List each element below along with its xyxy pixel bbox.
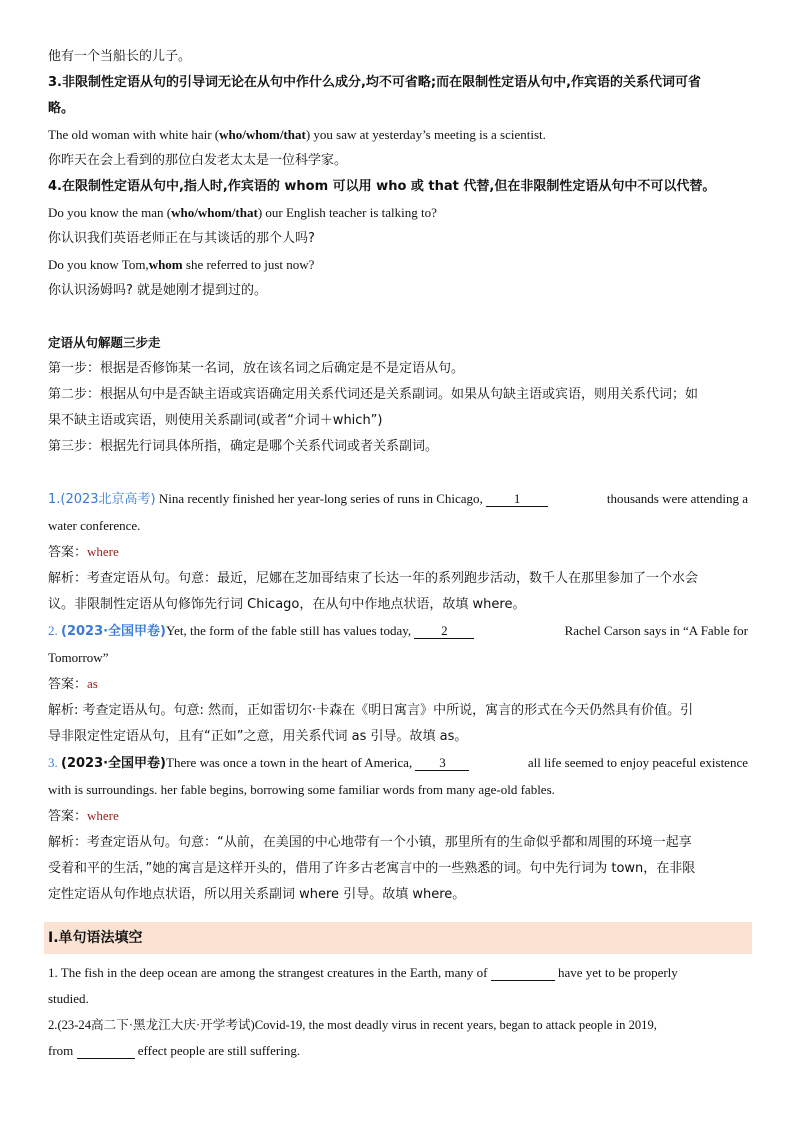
answer-value: where (87, 544, 119, 559)
example-sentence (48, 122, 748, 148)
answer-blank: 3 (415, 756, 469, 771)
rule-3: 3.非限制性定语从句的引导词无论在从句中作什么成分,均不可省略;而在限制性定语从句中,作宾语的关系代词可省 (48, 75, 702, 90)
sentence-text: The old woman with white hair ( (48, 127, 220, 142)
analysis-2: 解析: 考查定语从句。句意: 然而，正如雷切尔·卡森在《明日寓言》中所说，寓言的形式在今天仍然具有价值。引 (48, 703, 694, 718)
rule-3-cont: 略。 (48, 101, 75, 116)
document-page (48, 44, 748, 1064)
step-2-cont: 果不缺主语或宾语，则使用关系副词(或者“介词＋which”) (48, 413, 383, 428)
question-text: Yet, the form of the fable still has values today, (166, 623, 415, 638)
answer-label: 答案： (48, 545, 88, 560)
exercise-text: have yet to be properly (554, 965, 678, 980)
example-sentence (48, 252, 748, 278)
sentence-text: ) our English teacher is talking to? (257, 205, 437, 220)
sentence-text: she referred to just now? (182, 257, 315, 272)
example-translation: 你认识我们英语老师正在与其谈话的那个人吗? (48, 231, 315, 246)
relative-pronoun: whom (148, 257, 183, 272)
question-1 (48, 486, 748, 513)
step-3: 第三步：根据先行词具体所指，确定是哪个关系代词或者关系副词。 (48, 439, 439, 454)
answer-1 (48, 539, 748, 566)
analysis-2-cont: 导非限定性定语从句，且有“正如”之意，用关系代词 as 引导。故填 as。 (48, 729, 468, 744)
answer-value: where (87, 808, 119, 823)
question-source: 1.(2023北京高考) (48, 492, 156, 507)
question-text: Nina recently finished her year-long series of runs in Chicago, (155, 491, 487, 506)
spacer (48, 304, 748, 330)
example-sentence (48, 200, 748, 226)
question-1-cont: water conference. (48, 518, 141, 533)
question-source: (2023·全国甲卷) (61, 756, 167, 771)
intro-line: 他有一个当船长的儿子。 (48, 49, 192, 64)
exercise-1 (48, 960, 748, 986)
exercise-1-cont: studied. (48, 991, 89, 1006)
exercise-2-cont (48, 1038, 748, 1064)
spacer (48, 460, 748, 486)
exercise-blank[interactable] (77, 1044, 135, 1059)
answer-3 (48, 803, 748, 830)
section-heading: I.单句语法填空 (44, 922, 752, 954)
question-2-cont: Tomorrow” (48, 650, 109, 665)
answer-label: 答案： (48, 677, 88, 692)
question-3 (48, 750, 748, 777)
sentence-text: Do you know the man ( (48, 205, 172, 220)
sentence-text: Do you know Tom, (48, 257, 149, 272)
answer-blank: 2 (414, 624, 474, 639)
exercise-2: 2.(23-24高二下·黑龙江大庆·开学考试)Covid-19, the most deadly virus in recent years, began to attack people in 2019, (48, 1018, 657, 1032)
analysis-text: 解析：考查定语从句。句意：最近，尼娜在芝加哥结束了长达一年的系列跑步活动，数千人在那里参加了一个水会 (48, 571, 699, 586)
steps-title: 定语从句解题三步走 (48, 335, 161, 350)
question-source: (2023·全国甲卷) (61, 624, 167, 639)
question-text: thousands were attending a (606, 491, 748, 506)
question-number: 2. (48, 623, 61, 638)
question-text: all life seemed to enjoy peaceful existence (527, 755, 748, 770)
exercise-blank[interactable] (491, 966, 555, 981)
relative-pronoun: who/whom/that (219, 127, 306, 142)
example-translation: 你认识汤姆吗? 就是她刚才提到过的。 (48, 283, 268, 298)
analysis-3-cont: 受着和平的生活，”她的寓言是这样开头的，借用了许多古老寓言中的一些熟悉的词。句中先行词为 town，在非限 (48, 861, 696, 876)
question-number: 3. (48, 755, 61, 770)
sentence-text: ) you saw at yesterday’s meeting is a scientist. (305, 127, 546, 142)
step-2: 第二步：根据从句中是否缺主语或宾语确定用关系代词还是关系副词。如果从句缺主语或宾语，则用关系代词；如 (48, 387, 699, 402)
relative-pronoun: who/whom/that (171, 205, 258, 220)
question-2 (48, 618, 748, 645)
exercise-text: effect people are still suffering. (134, 1043, 301, 1058)
question-3-cont: with is surroundings. her fable begins, borrowing some familiar words from many age-old fables. (48, 782, 555, 797)
step-1: 第一步：根据是否修饰某一名词，放在该名词之后确定是不是定语从句。 (48, 361, 465, 376)
rule-4: 4.在限制性定语从句中,指人时,作宾语的 whom 可以用 who 或 that 代替,但在非限制性定语从句中不可以代替。 (48, 179, 716, 194)
analysis-3-cont: 定性定语从句作地点状语，所以用关系副词 where 引导。故填 where。 (48, 887, 466, 902)
answer-blank: 1 (486, 492, 548, 507)
exercise-text: from (48, 1043, 77, 1058)
example-translation: 你昨天在会上看到的那位白发老太太是一位科学家。 (48, 153, 348, 168)
question-text: Rachel Carson says in “A Fable for (564, 623, 748, 638)
analysis-1 (48, 566, 748, 592)
answer-label: 答案： (48, 809, 88, 824)
answer-2 (48, 671, 748, 698)
answer-value: as (87, 676, 98, 691)
analysis-1-cont: 议。非限制性定语从句修饰先行词 Chicago，在从句中作地点状语，故填 where。 (48, 597, 526, 612)
exercise-text: 1. The fish in the deep ocean are among the strangest creatures in the Earth, many of (48, 965, 491, 980)
analysis-3: 解析：考查定语从句。句意：“从前，在美国的中心地带有一个小镇，那里所有的生命似乎都和周围的环境一起享 (48, 835, 692, 850)
question-text: There was once a town in the heart of America, (166, 755, 416, 770)
